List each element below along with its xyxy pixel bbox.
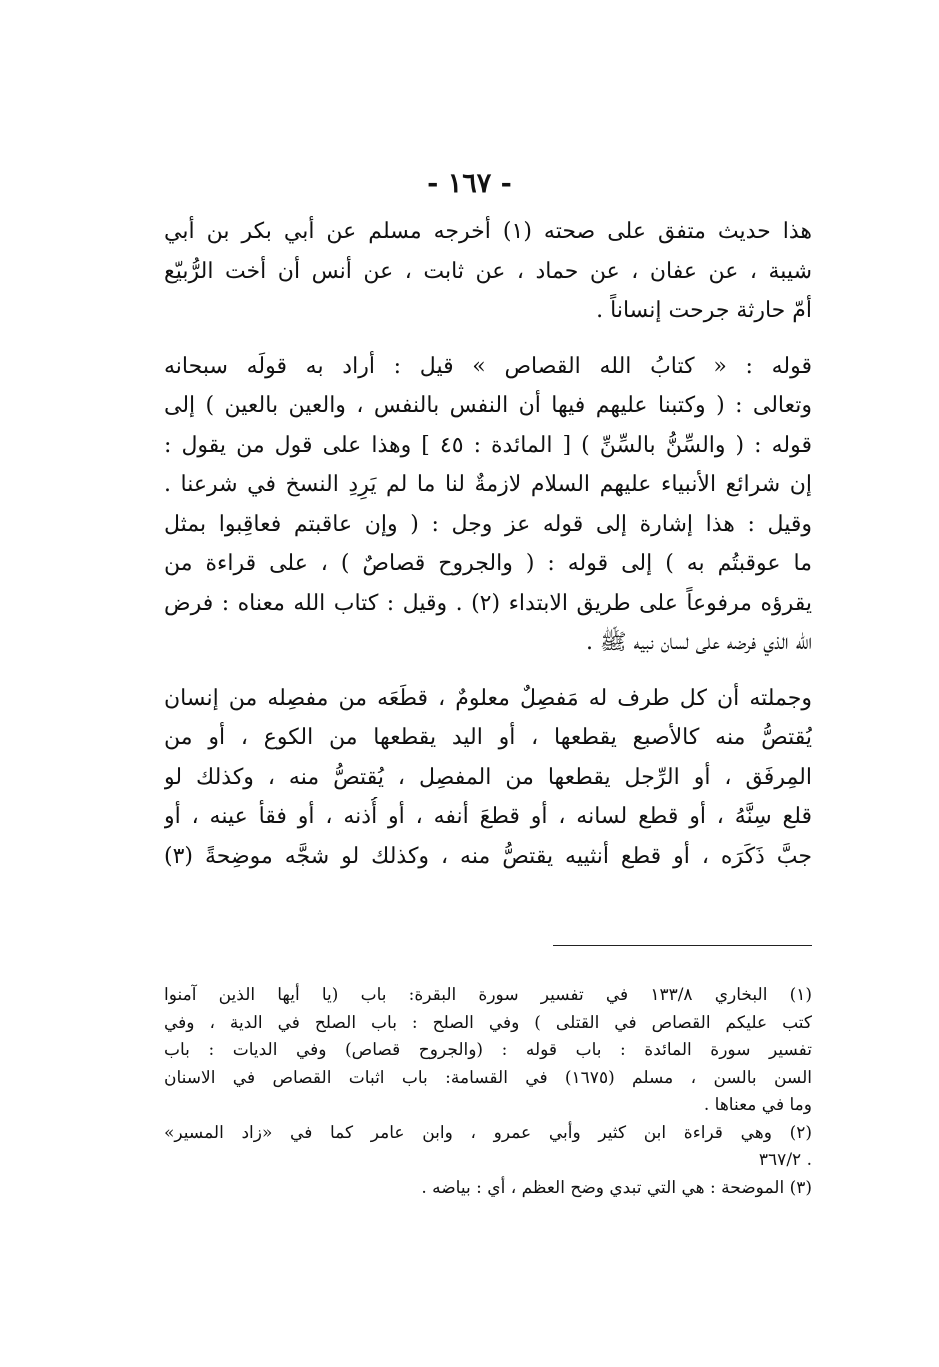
text-line: جبَّ ذَكَرَه ، أو قطع أنثييه يقتصُّ منه ، وكذلك لو شجَّه موضِحةً (٣) — [164, 843, 812, 869]
text-line: المِرفَق ، أو الرِّجل يقطعها من المفصِل ، يُقتصُّ منه ، وكذلك لو — [164, 764, 812, 790]
footnote-1 — [164, 982, 812, 1120]
text-line: وتعالى : ( وكتبنا عليهم فيها أن النفس بالنفس ، والعين بالعين ) إلى — [164, 393, 812, 418]
footnote-3 — [164, 1175, 812, 1203]
text-line: يقرؤه مرفوعاً على طريق الابتداء (٢) . وقيل : كتاب الله معناه : فرض — [164, 590, 812, 616]
footnote-line: كتب عليكم القصاص في القتلى ) وفي الصلح : باب الصلح في الدية ، وفي — [164, 1012, 812, 1033]
footnote-line: . ٣٦٧/٢ — [758, 1150, 812, 1170]
footnote-line: تفسير سورة المائدة : باب قوله : (والجروح قصاص) وفي الديات : باب — [164, 1040, 812, 1060]
text-line: وقيل : هذا إشارة إلى قوله عز وجل : ( وإن عاقبتم فعاقِبوا بمثل — [164, 511, 812, 537]
footnote-line: (٣) الموضحة : هي التي تبدي وضح العظم ، أي : بياضه . — [421, 1177, 812, 1198]
text-line: هذا حديث متفق على صحته (١) أخرجه مسلم عن أبي بكر بن أبي — [164, 219, 812, 244]
footnotes — [164, 982, 812, 1202]
paragraph-kitab-allah — [164, 347, 812, 663]
page-number: - ١٦٧ - — [427, 168, 512, 199]
footnote-line: السن بالسن ، مسلم (١٦٧٥) في القسامة: باب اثبات القصاص في الاسنان — [164, 1067, 812, 1088]
text-line: إن شرائع الأنبياء عليهم السلام لازمةٌ لنا ما لم يَرِدِ النسخ في شرعنا . — [164, 472, 812, 497]
footnote-line: (٢) وهي قراءة ابن كثير وأبي عمرو ، وابن عامر كما في «زاد المسير» — [164, 1122, 812, 1143]
text-line: وجملته أن كل طرف له مَفصِلٌ معلومٌ ، قطَعَه من مفصِله من إنسان — [164, 685, 812, 711]
text-line: ما عوقبتُم به ) إلى قوله : ( والجروح قصاصٌ ) ، على قراءة من — [164, 551, 812, 576]
footnote-2 — [164, 1120, 812, 1175]
paragraph-limbs-retaliation — [164, 679, 812, 877]
paragraph-hadith-source — [164, 212, 812, 331]
footnote-line: (١) البخاري ١٣٣/٨ في تفسير سورة البقرة: باب (يا أيها الذين آمنوا — [164, 985, 812, 1005]
text-line: شيبة ، عن عفان ، عن حماد ، عن ثابت ، عن أنس أن أخت الرُّبيّع — [164, 258, 812, 284]
text-line: أمّ حارثة جرحت إنساناً . — [596, 298, 812, 323]
footnote-line: وما في معناها . — [703, 1095, 812, 1115]
text-line: يُقتصُّ منه كالأصبع يقطعها ، أو اليد يقطعها من الكوع ، أو من — [164, 725, 812, 750]
text-line: الله الذي فرضه على لسان نبيه ﷺ . — [586, 630, 812, 655]
text-line: قوله : ( والسِّنُّ بالسِّنِّ ) [ المائدة : ٤٥ ] وهذا على قول من يقول : — [164, 432, 812, 458]
text-line: قوله : « كتابُ الله القصاص » قيل : أراد به قولَه سبحانه — [164, 353, 812, 379]
main-text — [164, 212, 812, 876]
text-line: قلع سِنَّهُ ، أو قطع لسانه ، أو قطعَ أنفه ، أو أُذنه ، أو فقأ عينه ، أو — [164, 804, 812, 829]
footnote-divider — [553, 945, 812, 946]
